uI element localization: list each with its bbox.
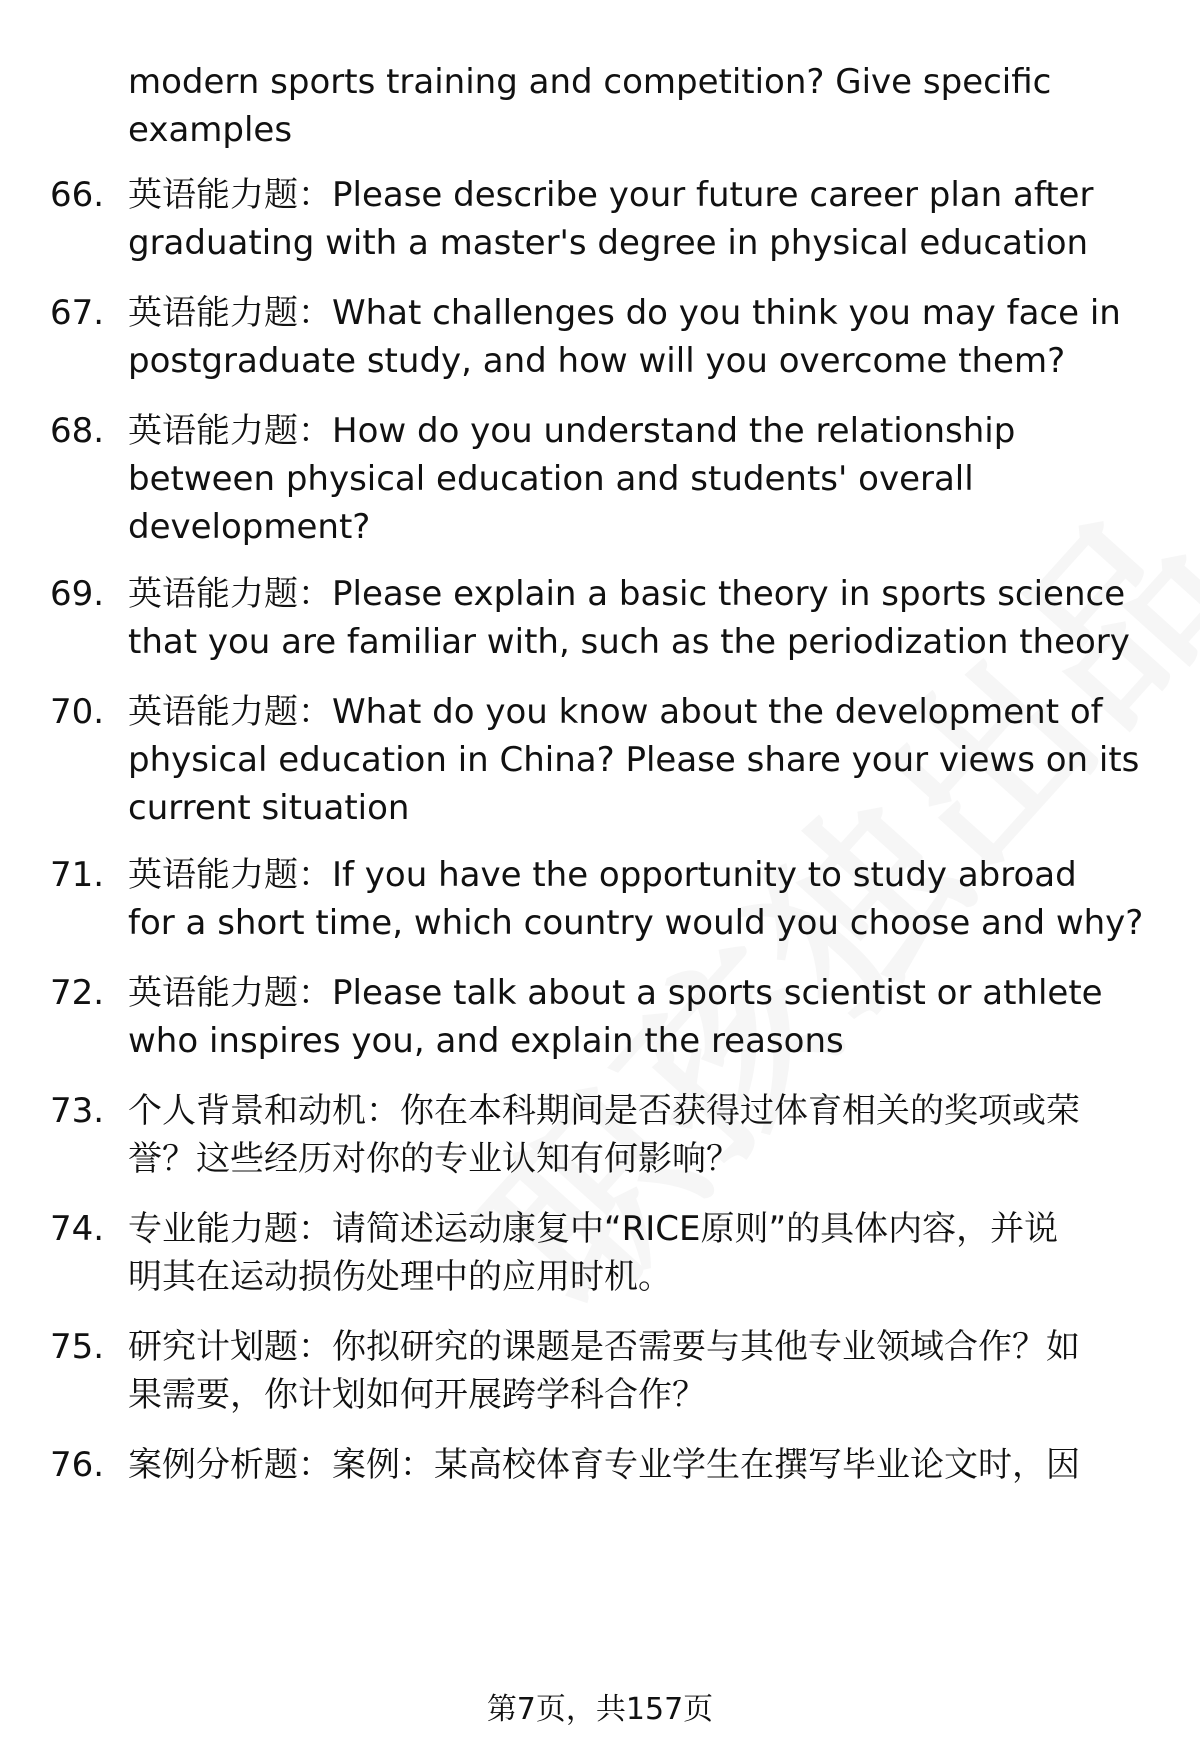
question-line: 英语能力题：Please talk about a sports scientist or athlete [128,973,1103,1013]
question-line: 个人背景和动机：你在本科期间是否获得过体育相关的奖项或荣 [128,1091,1080,1131]
question-line: physical education in China? Please share your views on its [128,740,1140,780]
question-text [128,289,1168,385]
question-number: 67. [50,293,105,333]
question-line: postgraduate study, and how will you overcome them? [128,341,1066,381]
question-number: 76. [50,1445,105,1485]
question-line: 果需要，你计划如何开展跨学科合作？ [128,1375,706,1415]
page-footer: 第7页，共157页 [486,1692,714,1727]
question-text [128,688,1168,832]
question-line: 英语能力题：Please describe your future career plan after [128,175,1094,215]
question-line: development? [128,507,371,547]
question-line: 研究计划题：你拟研究的课题是否需要与其他专业领域合作？如 [128,1327,1080,1367]
question-line: graduating with a master's degree in physical education [128,223,1089,263]
question-text [128,1205,1168,1301]
question-line: 英语能力题：If you have the opportunity to study abroad [128,855,1077,895]
question-line: 案例分析题：案例：某高校体育专业学生在撰写毕业论文时，因 [128,1445,1080,1485]
question-number: 70. [50,692,105,732]
question-line: current situation [128,788,410,828]
question-number: 74. [50,1209,105,1249]
question-text [128,851,1168,947]
question-number: 71. [50,855,105,895]
question-text [128,171,1168,267]
question-text [128,969,1168,1065]
question-line: who inspires you, and explain the reasons [128,1021,844,1061]
question-line: modern sports training and competition? Give specific [128,62,1052,102]
question-number: 72. [50,973,105,1013]
question-line: 英语能力题：Please explain a basic theory in sports science [128,574,1126,614]
question-number: 75. [50,1327,105,1367]
question-line: 英语能力题：What challenges do you think you may face in [128,293,1121,333]
question-line: 专业能力题：请简述运动康复中“RICE原则”的具体内容，并说 [128,1209,1059,1249]
question-text [128,1441,1168,1489]
question-number: 68. [50,411,105,451]
question-text [128,58,1168,154]
question-text [128,1087,1168,1183]
question-text [128,1323,1168,1419]
question-line: 誉？这些经历对你的专业认知有何影响？ [128,1139,740,1179]
question-number: 66. [50,175,105,215]
question-text [128,570,1168,666]
question-line: 英语能力题：What do you know about the development of [128,692,1103,732]
question-line: that you are familiar with, such as the periodization theory [128,622,1130,662]
question-line: 英语能力题：How do you understand the relationship [128,411,1016,451]
question-number: 69. [50,574,105,614]
question-line: examples [128,110,293,150]
question-line: 明其在运动损伤处理中的应用时机。 [128,1257,672,1297]
question-number: 73. [50,1091,105,1131]
question-text [128,407,1168,551]
question-line: for a short time, which country would you choose and why? [128,903,1144,943]
question-line: between physical education and students' overall [128,459,974,499]
